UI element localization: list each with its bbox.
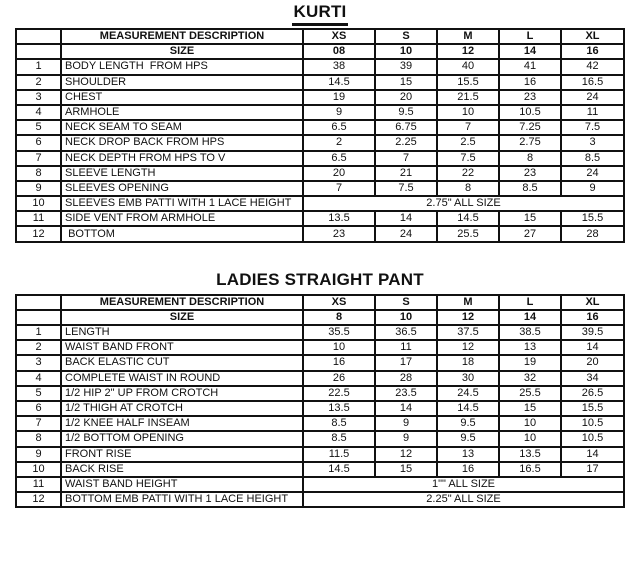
measurement-value-cell: 2.25 [375, 135, 437, 150]
size-row-value: 8 [303, 310, 375, 325]
measurement-value-cell: 39.5 [561, 325, 624, 340]
kurti-title [15, 1, 625, 26]
kurti-title-text: KURTI [292, 1, 349, 26]
measurement-value-cell: 13 [437, 447, 499, 462]
size-row-value: 16 [561, 44, 624, 59]
size-row-value: 10 [375, 44, 437, 59]
size-row-value: 14 [499, 310, 561, 325]
size-column-header: M [437, 29, 499, 44]
measurement-value-cell: 23 [303, 226, 375, 241]
measurement-value-cell: 14 [375, 401, 437, 416]
measurement-value-cell: 14.5 [303, 75, 375, 90]
measurement-description-cell: NECK SEAM TO SEAM [61, 120, 303, 135]
measurement-value-cell: 15.5 [437, 75, 499, 90]
measurement-value-cell: 8 [437, 181, 499, 196]
measurement-row [16, 120, 624, 135]
measurement-value-cell: 18 [437, 355, 499, 370]
header-row [16, 29, 624, 44]
row-number-cell: 8 [16, 166, 61, 181]
measurement-value-cell: 12 [375, 447, 437, 462]
measurement-value-cell: 21 [375, 166, 437, 181]
measurement-description-cell: WAIST BAND FRONT [61, 340, 303, 355]
measurement-value-cell: 9 [375, 431, 437, 446]
row-number-cell: 6 [16, 401, 61, 416]
size-row-value: 14 [499, 44, 561, 59]
measurement-value-cell: 14 [561, 447, 624, 462]
measurement-value-cell: 15 [499, 401, 561, 416]
measurement-row [16, 105, 624, 120]
measurement-value-cell: 13 [499, 340, 561, 355]
measurement-value-cell: 20 [375, 90, 437, 105]
measurement-row [16, 386, 624, 401]
measurement-value-cell: 16 [303, 355, 375, 370]
measurement-value-cell: 8.5 [303, 416, 375, 431]
measurement-value-cell: 7.5 [375, 181, 437, 196]
row-number-cell: 12 [16, 226, 61, 241]
measurement-value-cell: 15 [375, 462, 437, 477]
measurement-value-cell: 2.5 [437, 135, 499, 150]
row-number-cell: 5 [16, 120, 61, 135]
measurement-value-cell: 15.5 [561, 211, 624, 226]
measurement-value-cell: 24 [375, 226, 437, 241]
measurement-description-cell: BODY LENGTH FROM HPS [61, 59, 303, 74]
measurement-value-cell: 8.5 [303, 431, 375, 446]
measurement-description-cell: FRONT RISE [61, 447, 303, 462]
description-header: MEASUREMENT DESCRIPTION [61, 29, 303, 44]
size-row-blank [16, 44, 61, 59]
row-number-cell: 11 [16, 477, 61, 492]
measurement-value-cell: 20 [561, 355, 624, 370]
measurement-value-cell: 13.5 [303, 401, 375, 416]
measurement-row [16, 340, 624, 355]
row-number-cell: 6 [16, 135, 61, 150]
row-number-cell: 2 [16, 75, 61, 90]
all-size-value-cell: 2.75" ALL SIZE [303, 196, 624, 211]
measurement-value-cell: 9 [375, 416, 437, 431]
measurement-value-cell: 23 [499, 90, 561, 105]
measurement-description-cell: 1/2 HIP 2" UP FROM CROTCH [61, 386, 303, 401]
description-header: MEASUREMENT DESCRIPTION [61, 295, 303, 310]
measurement-value-cell: 19 [499, 355, 561, 370]
measurement-value-cell: 34 [561, 371, 624, 386]
measurement-value-cell: 8 [499, 151, 561, 166]
measurement-row [16, 181, 624, 196]
measurement-value-cell: 15 [499, 211, 561, 226]
measurement-value-cell: 22 [437, 166, 499, 181]
size-column-header: XS [303, 29, 375, 44]
size-row [16, 44, 624, 59]
measurement-description-cell: 1/2 KNEE HALF INSEAM [61, 416, 303, 431]
row-number-cell: 10 [16, 462, 61, 477]
measurement-value-cell: 10 [303, 340, 375, 355]
measurement-row [16, 447, 624, 462]
measurement-value-cell: 13.5 [303, 211, 375, 226]
measurement-row [16, 90, 624, 105]
measurement-row [16, 477, 624, 492]
measurement-value-cell: 36.5 [375, 325, 437, 340]
measurement-value-cell: 14.5 [437, 211, 499, 226]
ladies-straight-pant-title [15, 269, 625, 291]
measurement-value-cell: 14 [561, 340, 624, 355]
measurement-value-cell: 17 [561, 462, 624, 477]
measurement-value-cell: 23 [499, 166, 561, 181]
row-number-cell: 3 [16, 90, 61, 105]
measurement-description-cell: SHOULDER [61, 75, 303, 90]
size-column-header: S [375, 29, 437, 44]
measurement-value-cell: 9.5 [437, 431, 499, 446]
measurement-value-cell: 2 [303, 135, 375, 150]
measurement-value-cell: 7 [375, 151, 437, 166]
size-row-value: 12 [437, 44, 499, 59]
measurement-value-cell: 28 [561, 226, 624, 241]
header-row [16, 295, 624, 310]
measurement-description-cell: NECK DEPTH FROM HPS TO V [61, 151, 303, 166]
measurement-value-cell: 11 [561, 105, 624, 120]
size-row-value: 10 [375, 310, 437, 325]
size-row [16, 310, 624, 325]
row-number-cell: 7 [16, 151, 61, 166]
measurement-value-cell: 7 [437, 120, 499, 135]
measurement-value-cell: 7 [303, 181, 375, 196]
row-number-cell: 1 [16, 59, 61, 74]
measurement-value-cell: 11 [375, 340, 437, 355]
size-column-header: L [499, 29, 561, 44]
measurement-value-cell: 25.5 [499, 386, 561, 401]
measurement-row [16, 226, 624, 241]
measurement-value-cell: 9 [303, 105, 375, 120]
measurement-row [16, 59, 624, 74]
measurement-description-cell: SLEEVE LENGTH [61, 166, 303, 181]
size-column-header: M [437, 295, 499, 310]
measurement-value-cell: 32 [499, 371, 561, 386]
measurement-value-cell: 38.5 [499, 325, 561, 340]
measurement-value-cell: 12 [437, 340, 499, 355]
row-number-cell: 4 [16, 371, 61, 386]
measurement-value-cell: 13.5 [499, 447, 561, 462]
measurement-value-cell: 10 [499, 431, 561, 446]
measurement-value-cell: 21.5 [437, 90, 499, 105]
measurement-value-cell: 15 [375, 75, 437, 90]
measurement-value-cell: 40 [437, 59, 499, 74]
size-column-header: XL [561, 29, 624, 44]
row-number-header [16, 295, 61, 310]
row-number-cell: 12 [16, 492, 61, 507]
measurement-value-cell: 7.5 [561, 120, 624, 135]
measurement-row [16, 401, 624, 416]
measurement-value-cell: 10 [499, 416, 561, 431]
measurement-value-cell: 27 [499, 226, 561, 241]
size-column-header: XL [561, 295, 624, 310]
measurement-value-cell: 42 [561, 59, 624, 74]
row-number-cell: 1 [16, 325, 61, 340]
measurement-row [16, 462, 624, 477]
row-number-cell: 9 [16, 447, 61, 462]
ladies-straight-pant-measurement-table [15, 294, 625, 509]
measurement-row [16, 211, 624, 226]
measurement-value-cell: 14.5 [303, 462, 375, 477]
measurement-description-cell: 1/2 THIGH AT CROTCH [61, 401, 303, 416]
measurement-value-cell: 6.5 [303, 151, 375, 166]
measurement-value-cell: 24.5 [437, 386, 499, 401]
measurement-value-cell: 24 [561, 166, 624, 181]
size-row-label: SIZE [61, 44, 303, 59]
row-number-cell: 2 [16, 340, 61, 355]
measurement-value-cell: 8.5 [561, 151, 624, 166]
measurement-value-cell: 24 [561, 90, 624, 105]
measurement-value-cell: 14.5 [437, 401, 499, 416]
measurement-value-cell: 14 [375, 211, 437, 226]
measurement-value-cell: 15.5 [561, 401, 624, 416]
measurement-value-cell: 9 [561, 181, 624, 196]
measurement-value-cell: 10 [437, 105, 499, 120]
measurement-description-cell: SLEEVES OPENING [61, 181, 303, 196]
measurement-value-cell: 37.5 [437, 325, 499, 340]
size-column-header: S [375, 295, 437, 310]
size-column-header: XS [303, 295, 375, 310]
measurement-row [16, 371, 624, 386]
measurement-value-cell: 38 [303, 59, 375, 74]
measurement-row [16, 151, 624, 166]
measurement-value-cell: 10.5 [499, 105, 561, 120]
measurement-row [16, 75, 624, 90]
measurement-description-cell: SIDE VENT FROM ARMHOLE [61, 211, 303, 226]
measurement-description-cell: BOTTOM [61, 226, 303, 241]
measurement-description-cell: CHEST [61, 90, 303, 105]
measurement-row [16, 355, 624, 370]
measurement-row [16, 196, 624, 211]
measurement-value-cell: 10.5 [561, 416, 624, 431]
measurement-value-cell: 16 [499, 75, 561, 90]
measurement-value-cell: 22.5 [303, 386, 375, 401]
measurement-value-cell: 30 [437, 371, 499, 386]
row-number-header [16, 29, 61, 44]
measurement-description-cell: ARMHOLE [61, 105, 303, 120]
measurement-value-cell: 23.5 [375, 386, 437, 401]
measurement-value-cell: 6.5 [303, 120, 375, 135]
measurement-value-cell: 7.5 [437, 151, 499, 166]
measurement-description-cell: BACK RISE [61, 462, 303, 477]
measurement-row [16, 416, 624, 431]
row-number-cell: 8 [16, 431, 61, 446]
measurement-value-cell: 7.25 [499, 120, 561, 135]
measurement-description-cell: COMPLETE WAIST IN ROUND [61, 371, 303, 386]
measurement-description-cell: LENGTH [61, 325, 303, 340]
measurement-value-cell: 16.5 [499, 462, 561, 477]
row-number-cell: 9 [16, 181, 61, 196]
row-number-cell: 4 [16, 105, 61, 120]
measurement-value-cell: 26.5 [561, 386, 624, 401]
row-number-cell: 5 [16, 386, 61, 401]
measurement-value-cell: 10.5 [561, 431, 624, 446]
measurement-value-cell: 17 [375, 355, 437, 370]
all-size-value-cell: 2.25" ALL SIZE [303, 492, 624, 507]
measurement-value-cell: 20 [303, 166, 375, 181]
row-number-cell: 10 [16, 196, 61, 211]
measurement-row [16, 492, 624, 507]
row-number-cell: 7 [16, 416, 61, 431]
measurement-value-cell: 16 [437, 462, 499, 477]
measurement-description-cell: BOTTOM EMB PATTI WITH 1 LACE HEIGHT [61, 492, 303, 507]
row-number-cell: 11 [16, 211, 61, 226]
measurement-value-cell: 2.75 [499, 135, 561, 150]
size-row-value: 08 [303, 44, 375, 59]
measurement-description-cell: 1/2 BOTTOM OPENING [61, 431, 303, 446]
row-number-cell: 3 [16, 355, 61, 370]
measurement-row [16, 431, 624, 446]
size-row-label: SIZE [61, 310, 303, 325]
measurement-value-cell: 8.5 [499, 181, 561, 196]
measurement-description-cell: NECK DROP BACK FROM HPS [61, 135, 303, 150]
measurement-value-cell: 9.5 [375, 105, 437, 120]
measurement-value-cell: 6.75 [375, 120, 437, 135]
measurement-value-cell: 3 [561, 135, 624, 150]
measurement-row [16, 135, 624, 150]
measurement-description-cell: BACK ELASTIC CUT [61, 355, 303, 370]
measurement-row [16, 166, 624, 181]
all-size-value-cell: 1"" ALL SIZE [303, 477, 624, 492]
measurement-value-cell: 28 [375, 371, 437, 386]
measurement-value-cell: 35.5 [303, 325, 375, 340]
size-row-blank [16, 310, 61, 325]
size-row-value: 16 [561, 310, 624, 325]
measurement-description-cell: SLEEVES EMB PATTI WITH 1 LACE HEIGHT [61, 196, 303, 211]
measurement-row [16, 325, 624, 340]
measurement-value-cell: 26 [303, 371, 375, 386]
measurement-value-cell: 19 [303, 90, 375, 105]
measurement-description-cell: WAIST BAND HEIGHT [61, 477, 303, 492]
measurement-value-cell: 11.5 [303, 447, 375, 462]
measurement-value-cell: 9.5 [437, 416, 499, 431]
kurti-measurement-table [15, 28, 625, 243]
measurement-value-cell: 39 [375, 59, 437, 74]
size-row-value: 12 [437, 310, 499, 325]
ladies-straight-pant-title-text: LADIES STRAIGHT PANT [216, 269, 424, 289]
measurement-value-cell: 25.5 [437, 226, 499, 241]
measurement-value-cell: 16.5 [561, 75, 624, 90]
measurement-value-cell: 41 [499, 59, 561, 74]
size-column-header: L [499, 295, 561, 310]
